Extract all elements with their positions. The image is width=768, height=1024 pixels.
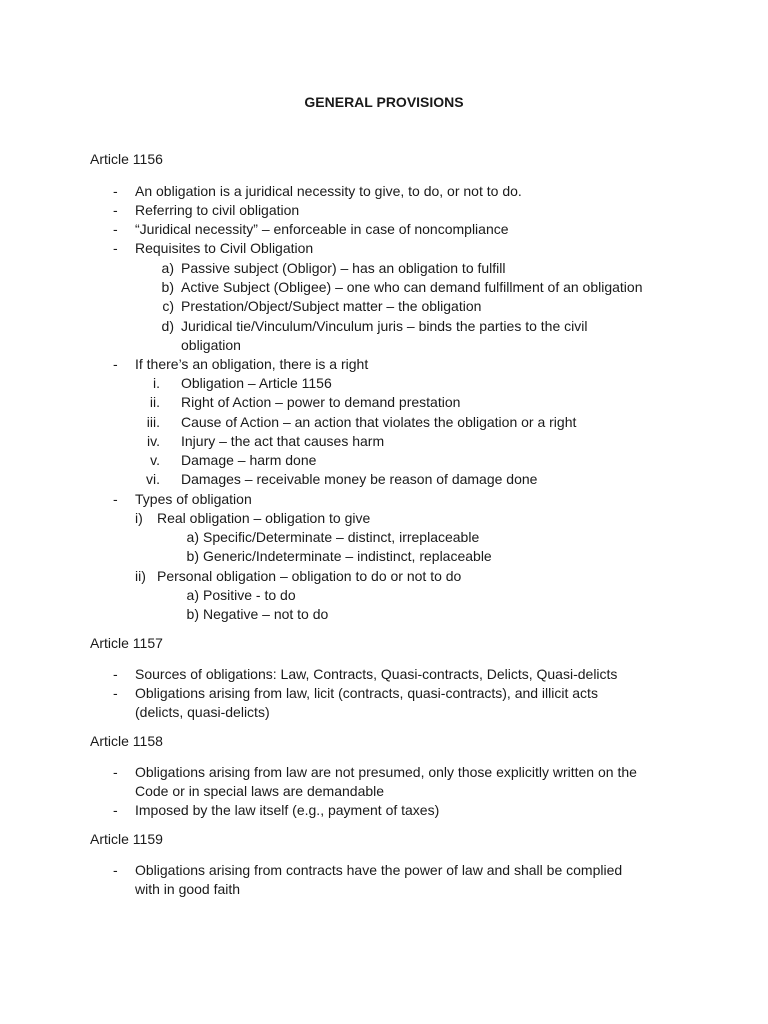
subtype-marker: b) [186, 606, 199, 622]
right-item: Damages – receivable money be reason of damage done [181, 471, 538, 487]
bullet-dash: - [113, 202, 118, 218]
subtype-item: Positive - to do [203, 587, 296, 603]
right-marker: i. [153, 375, 160, 391]
article-1158-heading: Article 1158 [90, 733, 163, 749]
bullet-dash: - [113, 666, 118, 682]
bullet-dash: - [113, 183, 118, 199]
right-item: Right of Action – power to demand prestation [181, 394, 461, 410]
right-marker: iv. [147, 433, 160, 449]
requisite-item-continued: obligation [181, 337, 241, 353]
bullet-1157-2-continued: (delicts, quasi-delicts) [135, 704, 270, 720]
bullet-1156-2: Referring to civil obligation [135, 202, 300, 218]
requisite-marker: a) [161, 260, 174, 276]
right-item: Obligation – Article 1156 [181, 375, 332, 391]
requisite-item: Prestation/Object/Subject matter – the obligation [181, 298, 482, 314]
right-item: Cause of Action – an action that violates the obligation or a right [181, 414, 577, 430]
bullet-1158-2: Imposed by the law itself (e.g., payment of taxes) [135, 802, 440, 818]
requisite-marker: d) [161, 318, 174, 334]
bullet-1158-1: Obligations arising from law are not presumed, only those explicitly written on the [135, 764, 637, 780]
bullet-1156-6: Types of obligation [135, 491, 252, 507]
bullet-dash: - [113, 240, 118, 256]
right-marker: ii. [149, 394, 160, 410]
bullet-dash: - [113, 862, 118, 878]
right-marker: iii. [146, 414, 160, 430]
subtype-item: Negative – not to do [203, 606, 329, 622]
type-item-real: Real obligation – obligation to give [157, 510, 371, 526]
bullet-1156-5: If there’s an obligation, there is a right [135, 356, 369, 372]
type-marker: ii) [135, 568, 146, 584]
right-marker: v. [150, 452, 160, 468]
type-marker: i) [135, 510, 143, 526]
requisite-item: Passive subject (Obligor) – has an obligation to fulfill [181, 260, 506, 276]
article-1156-heading: Article 1156 [90, 151, 163, 167]
requisite-marker: c) [162, 298, 174, 314]
bullet-1157-2: Obligations arising from law, licit (contracts, quasi-contracts), and illicit acts [135, 685, 598, 701]
bullet-1156-4: Requisites to Civil Obligation [135, 240, 314, 256]
bullet-dash: - [113, 685, 118, 701]
right-item: Injury – the act that causes harm [181, 433, 385, 449]
subtype-marker: a) [186, 587, 199, 603]
article-1159-heading: Article 1159 [90, 831, 163, 847]
requisite-item: Juridical tie/Vinculum/Vinculum juris – binds the parties to the civil [181, 318, 588, 334]
requisite-item: Active Subject (Obligee) – one who can demand fulfillment of an obligation [181, 279, 643, 295]
requisite-marker: b) [161, 279, 174, 295]
bullet-dash: - [113, 491, 118, 507]
bullet-1156-1: An obligation is a juridical necessity to give, to do, or not to do. [135, 183, 522, 199]
type-item-personal: Personal obligation – obligation to do or not to do [157, 568, 462, 584]
bullet-1157-1: Sources of obligations: Law, Contracts, Quasi-contracts, Delicts, Quasi-delicts [135, 666, 618, 682]
bullet-1159-1-continued: with in good faith [135, 881, 241, 897]
right-marker: vi. [146, 471, 160, 487]
bullet-dash: - [113, 802, 118, 818]
subtype-marker: a) [186, 529, 199, 545]
article-1157-heading: Article 1157 [90, 635, 163, 651]
right-item: Damage – harm done [181, 452, 317, 468]
bullet-1159-1: Obligations arising from contracts have the power of law and shall be complied [135, 862, 623, 878]
bullet-dash: - [113, 221, 118, 237]
bullet-dash: - [113, 764, 118, 780]
bullet-1156-3: “Juridical necessity” – enforceable in case of noncompliance [135, 221, 509, 237]
document-title: GENERAL PROVISIONS [304, 94, 464, 110]
subtype-item: Specific/Determinate – distinct, irreplaceable [203, 529, 480, 545]
subtype-marker: b) [186, 548, 199, 564]
bullet-1158-1-continued: Code or in special laws are demandable [135, 783, 385, 799]
bullet-dash: - [113, 356, 118, 372]
subtype-item: Generic/Indeterminate – indistinct, replaceable [203, 548, 492, 564]
